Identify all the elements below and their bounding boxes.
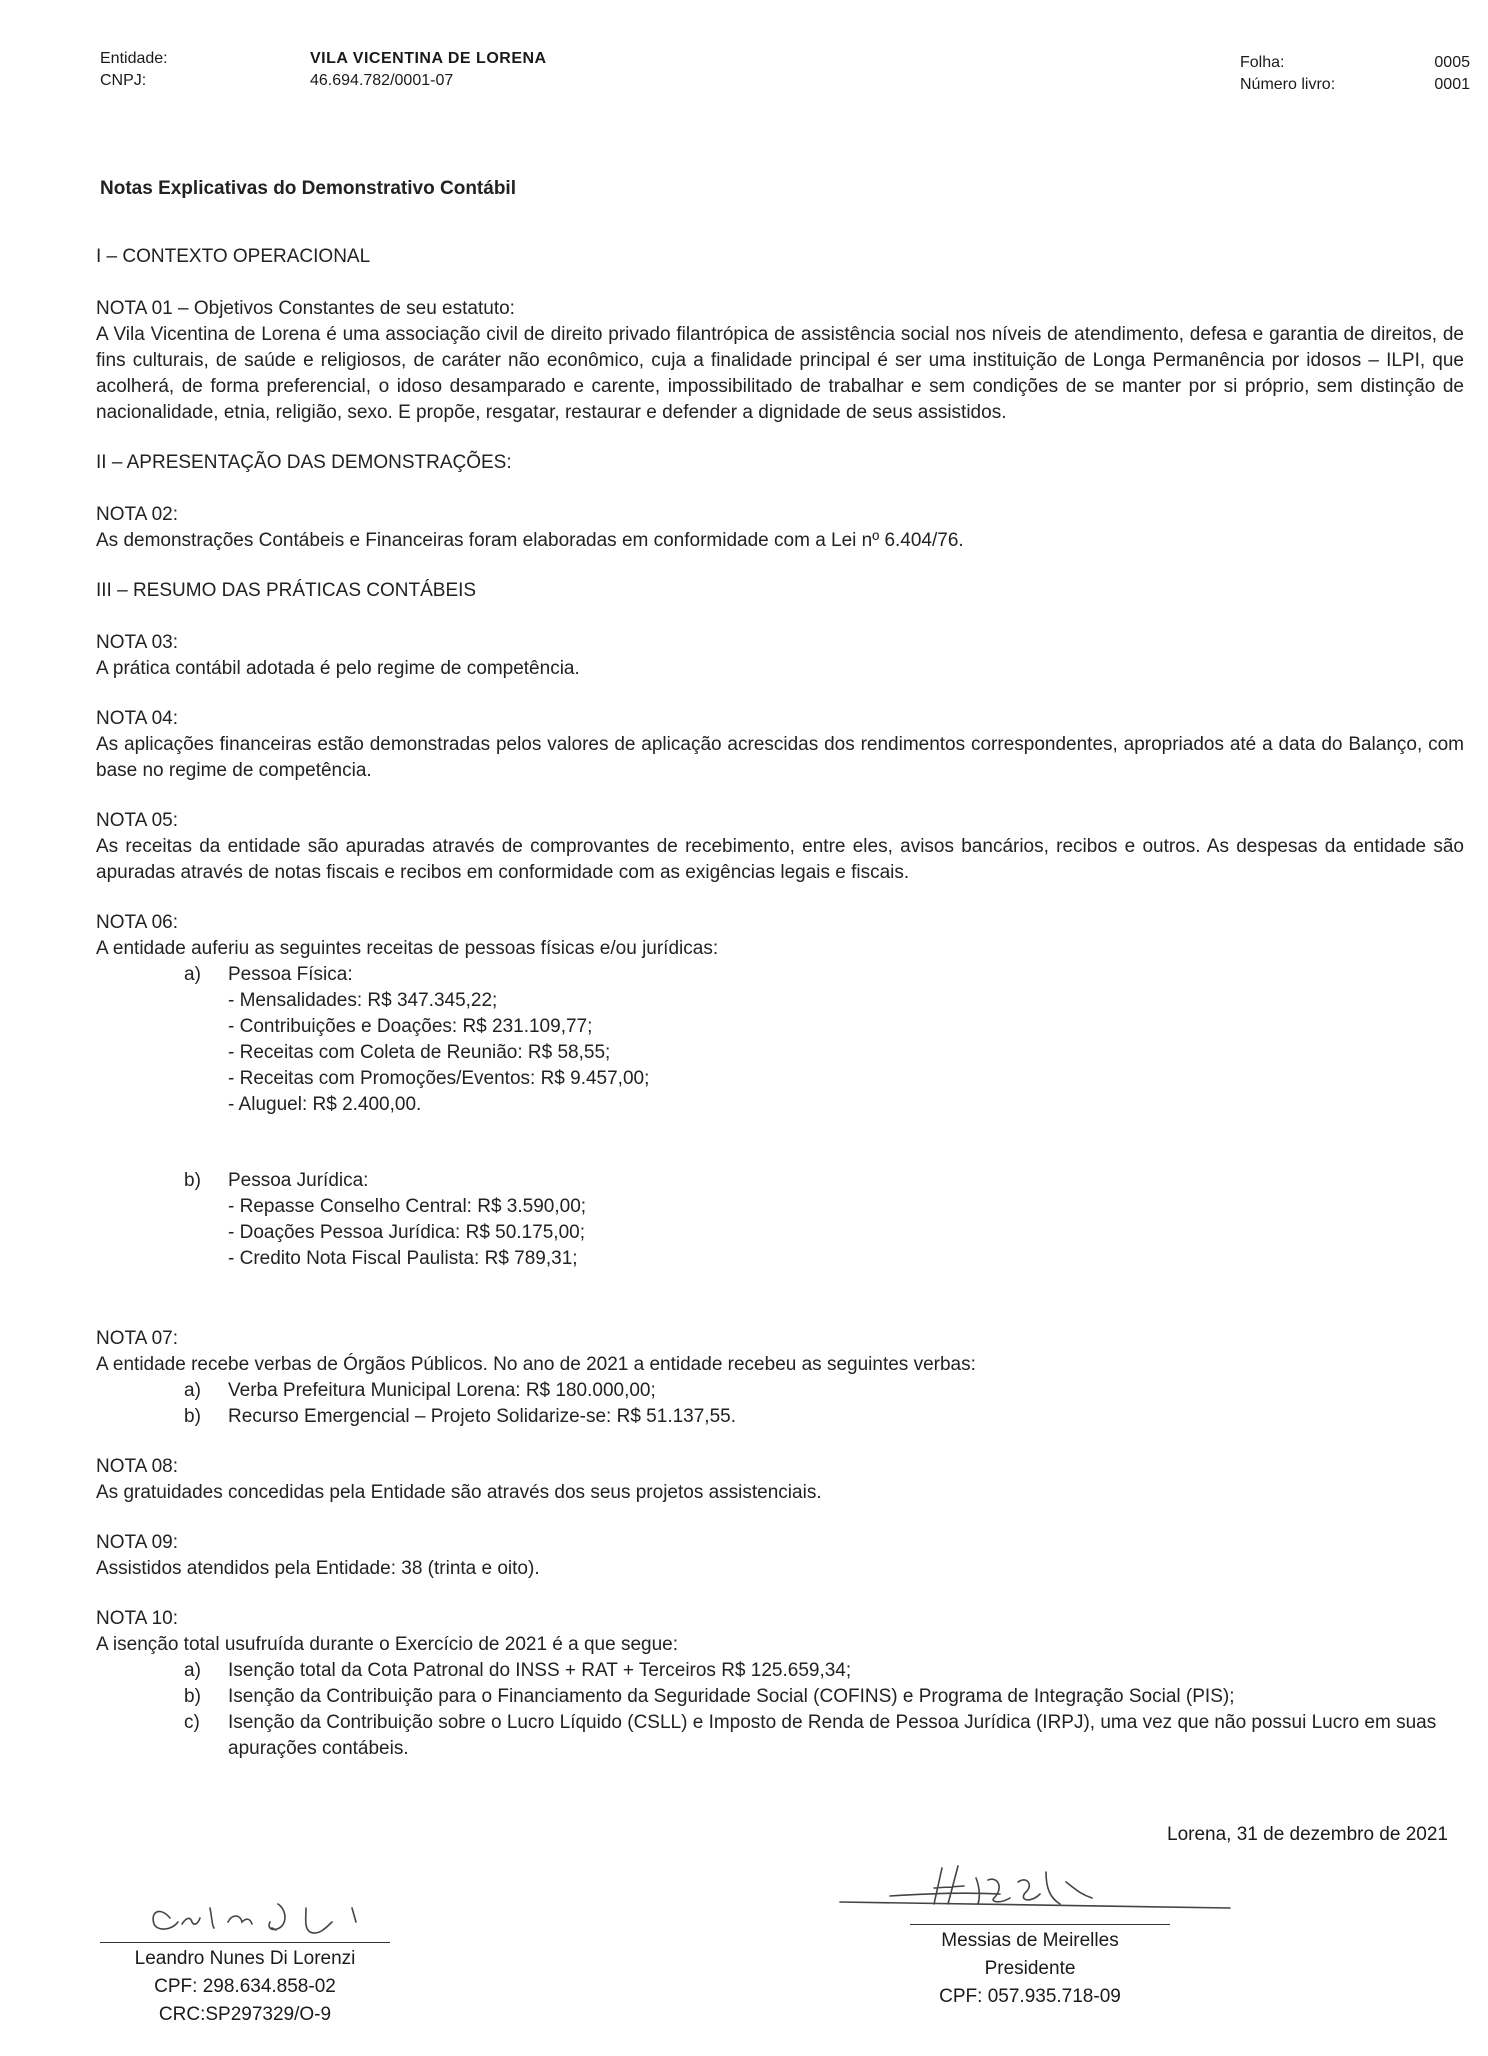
- signature-line-left: [100, 1942, 390, 1943]
- list-item: - Receitas com Promoções/Eventos: R$ 9.457,00;: [228, 1068, 650, 1089]
- item-text: Recurso Emergencial – Projeto Solidarize-se: R$ 51.137,55.: [228, 1406, 736, 1427]
- item-text: Isenção total da Cota Patronal do INSS + RAT + Terceiros R$ 125.659,34;: [228, 1660, 852, 1681]
- nota-02-text: As demonstrações Contábeis e Financeiras foram elaboradas em conformidade com a Lei nº 6.404/76.: [96, 530, 964, 551]
- handwritten-signature-right: [830, 1858, 1250, 1924]
- nota-03: [96, 630, 1464, 682]
- list-item: - Contribuições e Doações: R$ 231.109,77;: [228, 1016, 593, 1037]
- nota-10: [96, 1606, 1464, 1762]
- nota-10-label: NOTA 10:: [96, 1608, 179, 1629]
- nota-09-label: NOTA 09:: [96, 1532, 179, 1553]
- list-item: - Repasse Conselho Central: R$ 3.590,00;: [228, 1196, 587, 1217]
- header-values: [310, 48, 547, 92]
- header-labels: [100, 48, 168, 92]
- nota-05-text: As receitas da entidade são apuradas através de comprovantes de recebimento, entre eles, avisos bancários, recibos e outros. As despesas da entidade são apuradas através de notas fiscais e recibos em conformidade com as exigências legais e fiscais.: [96, 836, 1464, 883]
- nota-05: [96, 808, 1464, 886]
- section-heading-1: I – CONTEXTO OPERACIONAL: [96, 246, 371, 267]
- nota-04-text: As aplicações financeiras estão demonstradas pelos valores de aplicação acrescidas dos rendimentos correspondentes, apropriados até a data do Balanço, com base no regime de competência.: [96, 734, 1464, 781]
- numero-livro-label: Número livro:: [1240, 76, 1336, 93]
- nota-09-text: Assistidos atendidos pela Entidade: 38 (trinta e oito).: [96, 1558, 540, 1579]
- nota-06-a-subitems: [228, 988, 1464, 1118]
- section-heading-3: III – RESUMO DAS PRÁTICAS CONTÁBEIS: [96, 580, 477, 601]
- nota-07-label: NOTA 07:: [96, 1328, 179, 1349]
- nota-08-text: As gratuidades concedidas pela Entidade são através dos seus projetos assistenciais.: [96, 1482, 822, 1503]
- signature-block-left: [100, 1878, 390, 2029]
- cnpj-value: 46.694.782/0001-07: [310, 72, 454, 89]
- signer-cpf-right: CPF: 057.935.718-09: [939, 1986, 1121, 2007]
- item-text: Isenção da Contribuição sobre o Lucro Líquido (CSLL) e Imposto de Renda de Pessoa Jurídica (IRPJ), uma vez que não possui Lucro em suas apurações contábeis.: [228, 1712, 1437, 1759]
- nota-01-text: A Vila Vicentina de Lorena é uma associação civil de direito privado filantrópica de assistência social nos níveis de atendimento, defesa e garantia de direitos, de fins culturais, de saúde e religiosos, de caráter não econômico, cuja a finalidade principal é ser uma instituição de Longa Permanência por idosos – ILPI, que acolherá, de forma preferencial, o idoso desamparado e carente, impossibilitado de trabalhar e sem condições de se manter por si próprio, sem distinção de nacionalidade, etnia, religião, sexo. E propõe, resgatar, restaurar e defender a dignidade de seus assistidos.: [96, 324, 1464, 423]
- item-text: Verba Prefeitura Municipal Lorena: R$ 180.000,00;: [228, 1380, 656, 1401]
- nota-10-item-b: [184, 1684, 1464, 1710]
- nota-07-item-b: [184, 1404, 1464, 1430]
- signature-block-right: [830, 1858, 1250, 2011]
- item-letter: b): [184, 1406, 201, 1427]
- nota-01: [96, 296, 1464, 426]
- item-letter: a): [184, 964, 201, 985]
- folha-label: Folha:: [1240, 54, 1285, 71]
- nota-10-item-c: [184, 1710, 1464, 1762]
- nota-03-label: NOTA 03:: [96, 632, 179, 653]
- item-letter: a): [184, 1380, 201, 1401]
- signature-line-right: [910, 1924, 1170, 1925]
- cnpj-label: CNPJ:: [100, 72, 147, 89]
- place-date: Lorena, 31 de dezembro de 2021: [1167, 1824, 1448, 1845]
- signer-name-left: Leandro Nunes Di Lorenzi: [134, 1948, 356, 1969]
- list-item: - Mensalidades: R$ 347.345,22;: [228, 990, 498, 1011]
- item-title: Pessoa Jurídica:: [228, 1170, 369, 1191]
- nota-09: [96, 1530, 1464, 1582]
- nota-10-text: A isenção total usufruída durante o Exercício de 2021 é a que segue:: [96, 1634, 679, 1655]
- document-body: [96, 244, 1464, 1786]
- folha-value: 0005: [1434, 54, 1470, 71]
- signer-cpf-left: CPF: 298.634.858-02: [154, 1976, 336, 1997]
- nota-01-label: NOTA 01 – Objetivos Constantes de seu estatuto:: [96, 298, 515, 319]
- nota-02-label: NOTA 02:: [96, 504, 179, 525]
- section-heading-2: II – APRESENTAÇÃO DAS DEMONSTRAÇÕES:: [96, 452, 512, 473]
- nota-10-item-a: [184, 1658, 1464, 1684]
- nota-05-label: NOTA 05:: [96, 810, 179, 831]
- folha-labels: [1240, 52, 1335, 96]
- item-letter: a): [184, 1660, 201, 1681]
- signer-name-right: Messias de Meirelles: [941, 1930, 1119, 1951]
- nota-08: [96, 1454, 1464, 1506]
- folha-values: [1410, 52, 1470, 96]
- nota-06-item-b: [184, 1168, 1464, 1194]
- list-item: - Aluguel: R$ 2.400,00.: [228, 1094, 422, 1115]
- signer-crc-left: CRC:SP297329/O-9: [158, 2004, 332, 2025]
- signer-role-right: Presidente: [984, 1958, 1076, 1979]
- nota-06-b-subitems: [228, 1194, 1464, 1272]
- item-letter: c): [184, 1712, 200, 1733]
- document-title: Notas Explicativas do Demonstrativo Contábil: [100, 178, 516, 199]
- nota-07: [96, 1326, 1464, 1430]
- nota-06-label: NOTA 06:: [96, 912, 179, 933]
- nota-03-text: A prática contábil adotada é pelo regime de competência.: [96, 658, 580, 679]
- nota-02: [96, 502, 1464, 554]
- entidade-value: VILA VICENTINA DE LORENA: [310, 50, 547, 67]
- nota-06-item-a: [184, 962, 1464, 988]
- list-item: - Receitas com Coleta de Reunião: R$ 58,55;: [228, 1042, 611, 1063]
- nota-04-label: NOTA 04:: [96, 708, 179, 729]
- numero-livro-value: 0001: [1434, 76, 1470, 93]
- item-title: Pessoa Física:: [228, 964, 353, 985]
- nota-04: [96, 706, 1464, 784]
- nota-07-item-a: [184, 1378, 1464, 1404]
- list-item: - Doações Pessoa Jurídica: R$ 50.175,00;: [228, 1222, 585, 1243]
- item-text: Isenção da Contribuição para o Financiamento da Seguridade Social (COFINS) e Programa de Integração Social (PIS);: [228, 1686, 1235, 1707]
- entidade-label: Entidade:: [100, 50, 168, 67]
- item-letter: b): [184, 1686, 201, 1707]
- nota-06-text: A entidade auferiu as seguintes receitas de pessoas físicas e/ou jurídicas:: [96, 938, 719, 959]
- nota-07-text: A entidade recebe verbas de Órgãos Públicos. No ano de 2021 a entidade recebeu as seguintes verbas:: [96, 1354, 976, 1375]
- list-item: - Credito Nota Fiscal Paulista: R$ 789,31;: [228, 1248, 578, 1269]
- nota-06: [96, 910, 1464, 1302]
- nota-08-label: NOTA 08:: [96, 1456, 179, 1477]
- handwritten-signature-left: [100, 1878, 400, 1942]
- item-letter: b): [184, 1170, 201, 1191]
